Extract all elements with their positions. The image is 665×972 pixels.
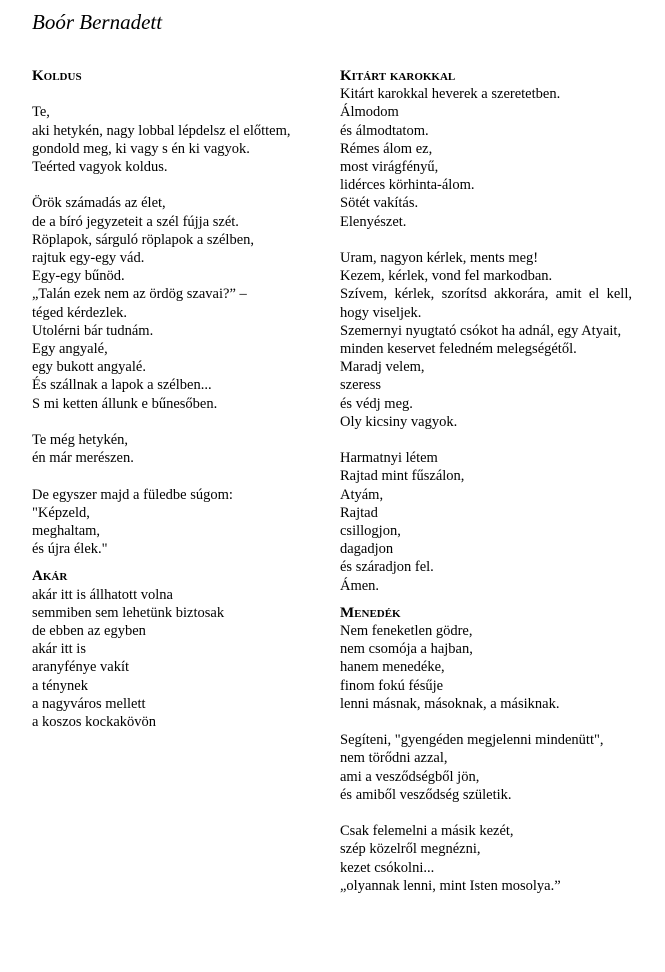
stanza (340, 622, 632, 713)
poem-akar (32, 567, 327, 731)
verse-line: „olyannak lenni, mint Isten mosolya.” (340, 877, 561, 894)
verse-line: és száradjon fel. (340, 559, 434, 576)
verse-line: szép közelről megnézni, (340, 841, 481, 858)
verse-line: Rémes álom ez, (340, 140, 433, 157)
verse-line: a ténynek (32, 677, 88, 694)
verse-line: Atyám, (340, 486, 384, 503)
verse-line: Egy angyalé, (32, 341, 108, 358)
verse-line: Harmatnyi létem (340, 450, 438, 467)
verse-line: de a bíró jegyzeteit a szél fújja szét. (32, 213, 239, 230)
verse-line: De egyszer majd a füledbe súgom: (32, 486, 233, 503)
left-column (32, 67, 327, 740)
verse-line: Egy-egy bűnöd. (32, 268, 125, 285)
verse-line: akár itt is (32, 641, 86, 658)
verse-line: én már merészen. (32, 450, 134, 467)
verse-line: S mi ketten állunk e bűnesőben. (32, 395, 218, 412)
poem-menedek (340, 604, 632, 895)
verse-line: minden keservet feledném melegségétől. (340, 341, 577, 358)
verse-line: Uram, nagyon kérlek, ments meg! (340, 250, 539, 267)
verse-line: hanem menedéke, (340, 659, 445, 676)
verse-line: Ámen. (340, 577, 380, 594)
verse-line: nem csomója a hajban, (340, 641, 473, 658)
verse-line: Oly kicsiny vagyok. (340, 413, 458, 430)
verse-line: és védj meg. (340, 395, 413, 412)
verse-line: lenni másnak, másoknak, a másiknak. (340, 695, 560, 712)
stanza (340, 822, 632, 895)
verse-line: aranyfénye vakít (32, 659, 130, 676)
verse-line: de ebben az egyben (32, 623, 146, 640)
poem-kitart-karokkal (340, 67, 632, 595)
verse-line: Rajtad (340, 504, 378, 521)
verse-line: Rajtad mint fűszálon, (340, 468, 465, 485)
verse-line: Röplapok, sárguló röplapok a szélben, (32, 231, 255, 248)
verse-line: Utolérni bár tudnám. (32, 322, 154, 339)
verse-line: akár itt is állhatott volna (32, 586, 173, 603)
author-name: Boór Bernadett (32, 10, 163, 34)
verse-line: Segíteni, "gyengéden megjelenni mindenütt", (340, 732, 604, 749)
verse-line: meghaltam, (32, 523, 101, 540)
verse-line: szeress (340, 377, 382, 394)
poem-title-koldus: Koldus (32, 68, 82, 84)
verse-line: Te, (32, 104, 50, 121)
verse-line: gondold meg, ki vagy s én ki vagyok. (32, 140, 250, 157)
verse-line: nem törődni azzal, (340, 750, 448, 767)
verse-line: a nagyváros mellett (32, 695, 146, 712)
right-column (340, 67, 632, 904)
verse-line: kezet csókolni... (340, 859, 435, 876)
verse-line: és újra élek." (32, 541, 108, 558)
poem-title-kitart-karokkal: Kitárt karokkal (340, 68, 456, 84)
verse-line: rajtuk egy-egy vád. (32, 250, 145, 266)
poem-title-akar: Akár (32, 568, 68, 585)
stanza (340, 85, 632, 231)
verse-line: ami a vesződségből jön, (340, 768, 480, 785)
verse-line: semmiben sem lehetünk biztosak (32, 604, 225, 621)
poem-title-menedek: Menedék (340, 604, 401, 621)
verse-line: aki hetykén, nagy lobbal lépdelsz el előttem, (32, 122, 291, 139)
verse-line: „Talán ezek nem az ördög szavai?” – (32, 286, 247, 303)
verse-line: Sötét vakítás. (340, 195, 419, 212)
verse-paragraph: Szívem, kérlek, szorítsd akkorára, amit el kell, hogy viseljek. (340, 286, 632, 321)
stanza (340, 249, 632, 431)
verse-line: Nem feneketlen gödre, (340, 623, 473, 640)
verse-line: Csak felemelni a másik kezét, (340, 823, 514, 840)
stanza (32, 431, 327, 467)
verse-line: Kezem, kérlek, vond fel markodban. (340, 268, 553, 285)
verse-line: csillogjon, (340, 523, 401, 540)
verse-line: Elenyészet. (340, 213, 407, 230)
verse-line: egy bukott angyalé. (32, 359, 146, 376)
verse-line: lidérces körhinta-álom. (340, 177, 475, 194)
verse-line: Álmodom (340, 104, 399, 121)
verse-line: Te még hetykén, (32, 432, 129, 449)
verse-line: és amiből vesződség születik. (340, 786, 512, 803)
verse-line: És szállnak a lapok a szélben... (32, 377, 212, 394)
verse-line: téged kérdezlek. (32, 304, 128, 321)
verse-line: "Képzeld, (32, 504, 90, 521)
verse-line: Teérted vagyok koldus. (32, 159, 168, 175)
verse-line: Maradj velem, (340, 359, 425, 376)
stanza (340, 449, 632, 595)
verse-line: a koszos kockakövön (32, 714, 157, 731)
verse-line: finom fokú fésűje (340, 677, 444, 694)
stanza (32, 194, 327, 412)
verse-line: dagadjon (340, 541, 394, 558)
poem-koldus (32, 67, 327, 558)
verse-line: Kitárt karokkal heverek a szeretetben. (340, 86, 561, 103)
stanza (32, 103, 327, 176)
stanza (340, 731, 632, 804)
stanza (32, 486, 327, 559)
verse-paragraph: Szemernyi nyugtató csókot ha adnál, egy Atyait, (340, 322, 622, 339)
verse-line: Örök számadás az élet, (32, 195, 166, 212)
stanza (32, 586, 327, 732)
verse-line: és álmodtatom. (340, 122, 429, 139)
verse-line: most virágfényű, (340, 159, 439, 176)
